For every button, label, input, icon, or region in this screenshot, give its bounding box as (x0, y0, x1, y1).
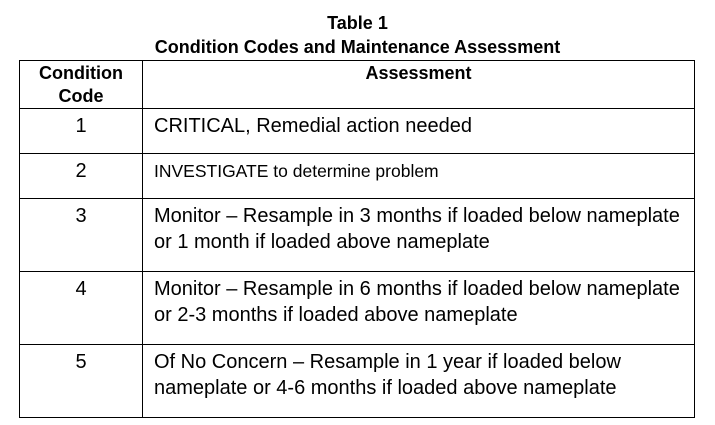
header-condition-code-label: Condition Code (39, 63, 123, 106)
assessment-cell: CRITICAL, Remedial action needed (143, 109, 695, 154)
table-title: Table 1 (327, 13, 388, 33)
condition-code-cell: 4 (20, 272, 143, 345)
table-row (20, 272, 695, 345)
condition-code-cell: 3 (20, 199, 143, 272)
table-header-row (20, 61, 695, 109)
assessment-cell: Monitor – Resample in 6 months if loaded below nameplate or 2-3 months if loaded above nameplate (143, 272, 695, 345)
table-row (20, 109, 695, 154)
assessment-cell: Of No Concern – Resample in 1 year if loaded below nameplate or 4-6 months if loaded above nameplate (143, 345, 695, 418)
condition-code-cell: 5 (20, 345, 143, 418)
header-assessment (143, 61, 695, 109)
condition-code-cell: 2 (20, 154, 143, 199)
header-condition-code (20, 61, 143, 109)
table-row (20, 345, 695, 418)
table-row (20, 154, 695, 199)
header-assessment-label: Assessment (365, 63, 472, 83)
assessment-cell: Monitor – Resample in 3 months if loaded below nameplate or 1 month if loaded above nameplate (143, 199, 695, 272)
table-subtitle: Condition Codes and Maintenance Assessment (154, 37, 561, 57)
table-row (20, 199, 695, 272)
condition-codes-table (19, 60, 695, 418)
assessment-cell: INVESTIGATE to determine problem (143, 154, 695, 199)
condition-code-cell: 1 (20, 109, 143, 154)
